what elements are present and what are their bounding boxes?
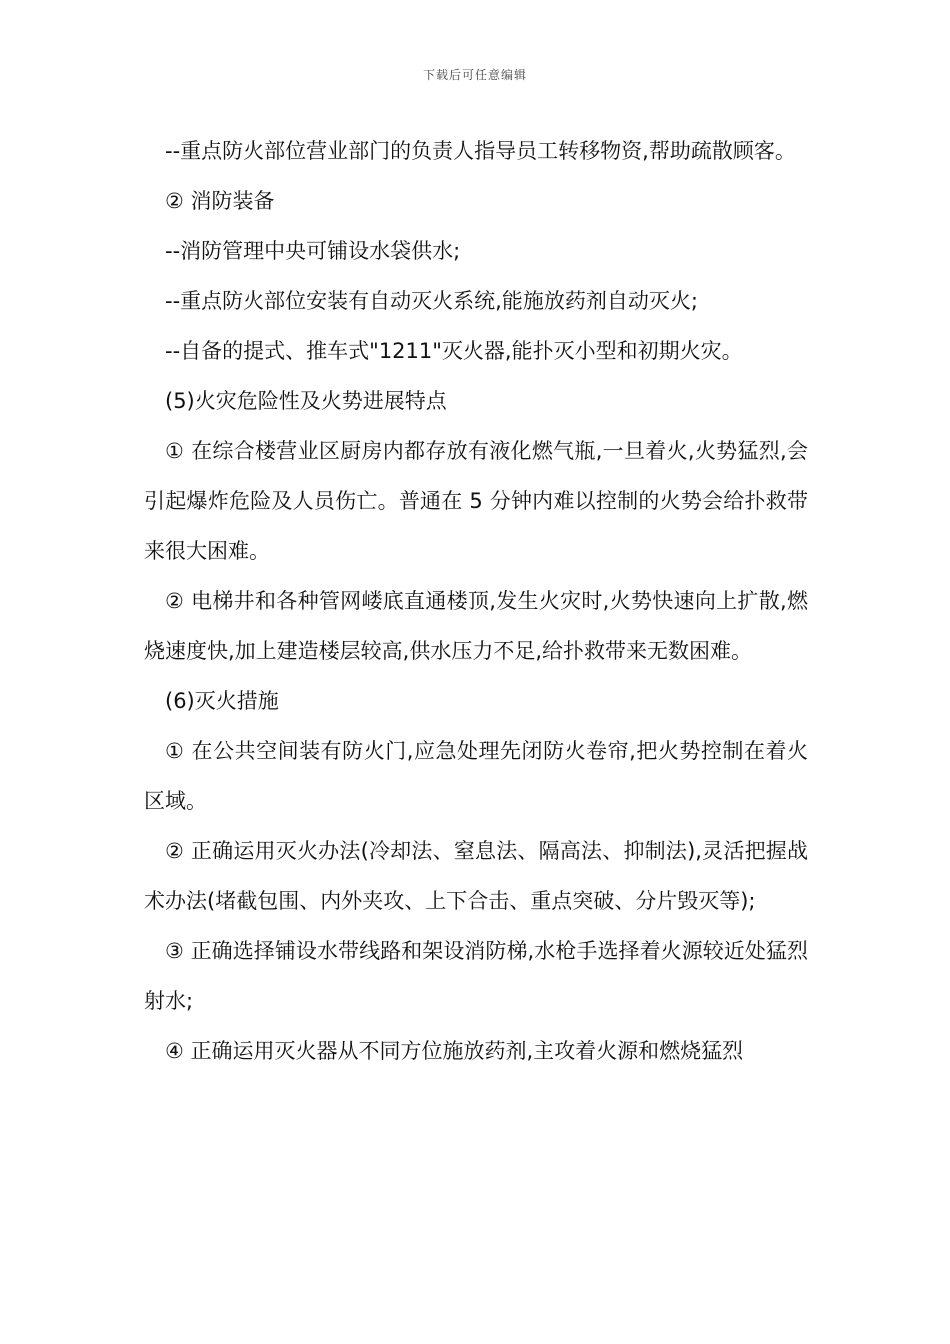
paragraph-fire-doors: ① 在公共空间装有防火门,应急处理先闭防火卷帘,把火势控制在着火区域。 bbox=[144, 739, 808, 813]
heading-fire-hazard: (5)火灾危险性及火势进展特点 bbox=[165, 389, 447, 413]
paragraph-water-supply: --消防管理中央可铺设水袋供水; bbox=[165, 239, 461, 263]
paragraph-elevator-shaft: ② 电梯井和各种管网嵝底直通楼顶,发生火灾时,火势快速向上扩散,燃烧速度快,加上建造楼层较高,供水压力不足,给扑救带来无数困难。 bbox=[144, 589, 808, 663]
heading-fire-equipment: ② 消防装备 bbox=[165, 189, 275, 213]
paragraph-evacuation: --重点防火部位营业部门的负责人指导员工转移物资,帮助疏散顾客。 bbox=[165, 139, 796, 163]
page-header-note: 下载后可任意编辑 bbox=[422, 68, 527, 82]
paragraph-methods: ② 正确运用灭火办法(冷却法、窒息法、隔高法、抑制法),灵活把握战术办法(堵截包围、内外夹攻、上下合击、重点突破、分片毁灭等); bbox=[144, 839, 808, 913]
paragraph-auto-extinguish: --重点防火部位安装有自动灭火系统,能施放药剂自动灭火; bbox=[165, 289, 698, 313]
heading-fire-measures: (6)灭火措施 bbox=[165, 689, 279, 713]
paragraph-extinguisher-use: ④ 正确运用灭火器从不同方位施放药剂,主攻着火源和燃烧猛烈 bbox=[165, 1039, 744, 1063]
paragraph-kitchen-gas: ① 在综合楼营业区厨房内都存放有液化燃气瓶,一旦着火,火势猛烈,会引起爆炸危险及人员伤亡。普通在 5 分钟内难以控制的火势会给扑救带来很大困难。 bbox=[144, 439, 808, 563]
paragraph-extinguishers: --自备的提式、推车式"1211"灭火器,能扑灭小型和初期火灾。 bbox=[165, 339, 743, 363]
paragraph-hose-routes: ③ 正确选择铺设水带线路和架设消防梯,水枪手选择着火源较近处猛烈射水; bbox=[144, 939, 808, 1013]
document-body bbox=[144, 126, 808, 1076]
